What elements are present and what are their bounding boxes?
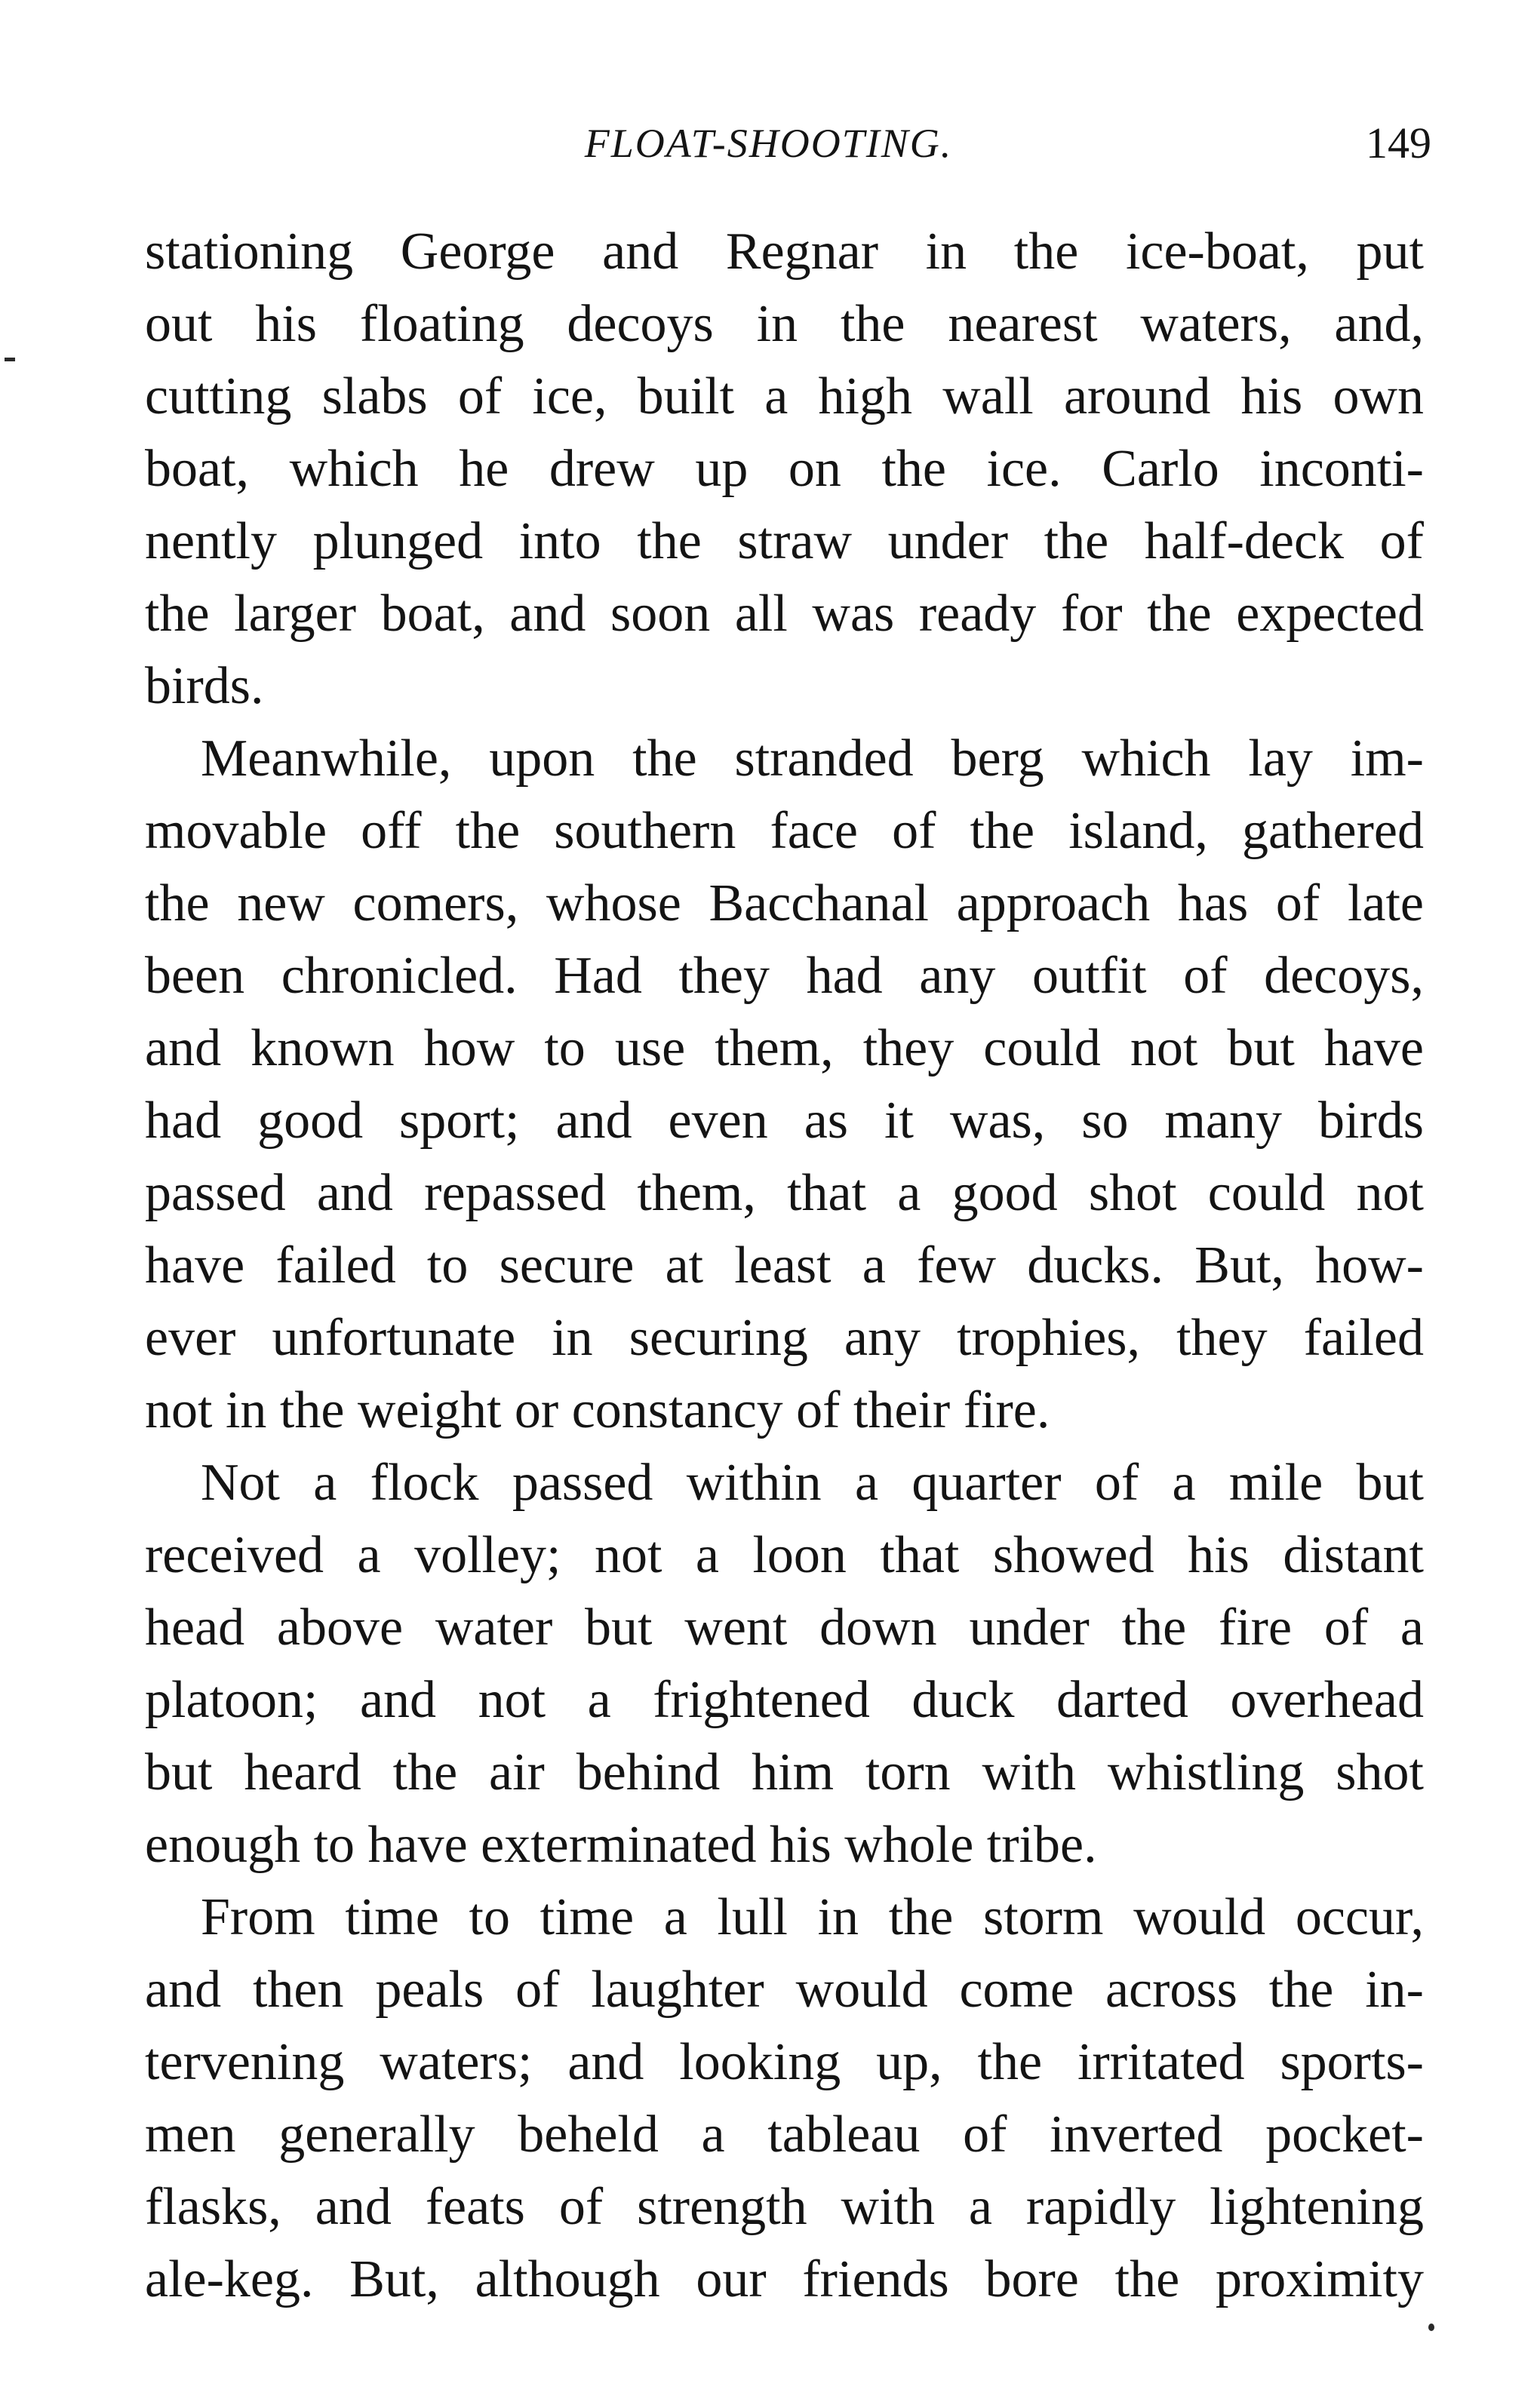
text-line: boat, which he drew up on the ice. Carlo inconti-	[145, 440, 1424, 498]
text-line: but heard the air behind him torn with whistling shot	[145, 1743, 1424, 1801]
text-line: not in the weight or constancy of their fire.	[145, 1381, 1050, 1439]
text-line: men generally beheld a tableau of inverted pocket-	[145, 2105, 1424, 2164]
text-line: the new comers, whose Bacchanal approach has of late	[145, 874, 1424, 932]
text-line: the larger boat, and soon all was ready for the expected	[145, 585, 1424, 643]
paragraph-start-line: Not a flock passed within a quarter of a mile but	[201, 1454, 1424, 1512]
text-line: ever unfortunate in securing any trophies, they failed	[145, 1309, 1424, 1367]
text-line: and then peals of laughter would come across the in-	[145, 1961, 1424, 2019]
text-line: enough to have exterminated his whole tribe.	[145, 1816, 1097, 1874]
paragraph-start-line: Meanwhile, upon the stranded berg which lay im-	[201, 729, 1424, 788]
text-line: and known how to use them, they could not but have	[145, 1019, 1424, 1077]
running-header	[0, 113, 1537, 174]
text-line: birds.	[145, 657, 264, 715]
text-line: movable off the southern face of the island, gathered	[145, 802, 1424, 860]
text-line: passed and repassed them, that a good shot could not	[145, 1164, 1424, 1222]
text-line: tervening waters; and looking up, the irritated sports-	[145, 2033, 1424, 2091]
text-line: out his floating decoys in the nearest waters, and,	[145, 295, 1424, 353]
text-line: head above water but went down under the fire of a	[145, 1599, 1424, 1657]
running-title: FLOAT-SHOOTING.	[584, 121, 953, 166]
text-line: flasks, and feats of strength with a rapidly lightening	[145, 2178, 1424, 2236]
text-line: cutting slabs of ice, built a high wall around his own	[145, 367, 1424, 425]
text-line: been chronicled. Had they had any outfit of decoys,	[145, 947, 1424, 1005]
paragraph-start-line: From time to time a lull in the storm would occur,	[201, 1888, 1424, 1946]
text-line: stationing George and Regnar in the ice-boat, put	[145, 223, 1424, 281]
print-speck	[1428, 2324, 1434, 2331]
body-text	[145, 216, 1424, 2316]
text-line: received a volley; not a loon that showed his distant	[145, 1526, 1424, 1584]
page-number: 149	[1366, 118, 1431, 167]
text-line: nently plunged into the straw under the half-deck of	[145, 512, 1424, 570]
text-line: have failed to secure at least a few ducks. But, how-	[145, 1236, 1424, 1295]
text-line: platoon; and not a frightened duck darted overhead	[145, 1671, 1424, 1729]
text-line: ale-keg. But, although our friends bore the proximity	[145, 2250, 1424, 2308]
text-line: had good sport; and even as it was, so many birds	[145, 1092, 1424, 1150]
margin-mark	[5, 358, 15, 361]
